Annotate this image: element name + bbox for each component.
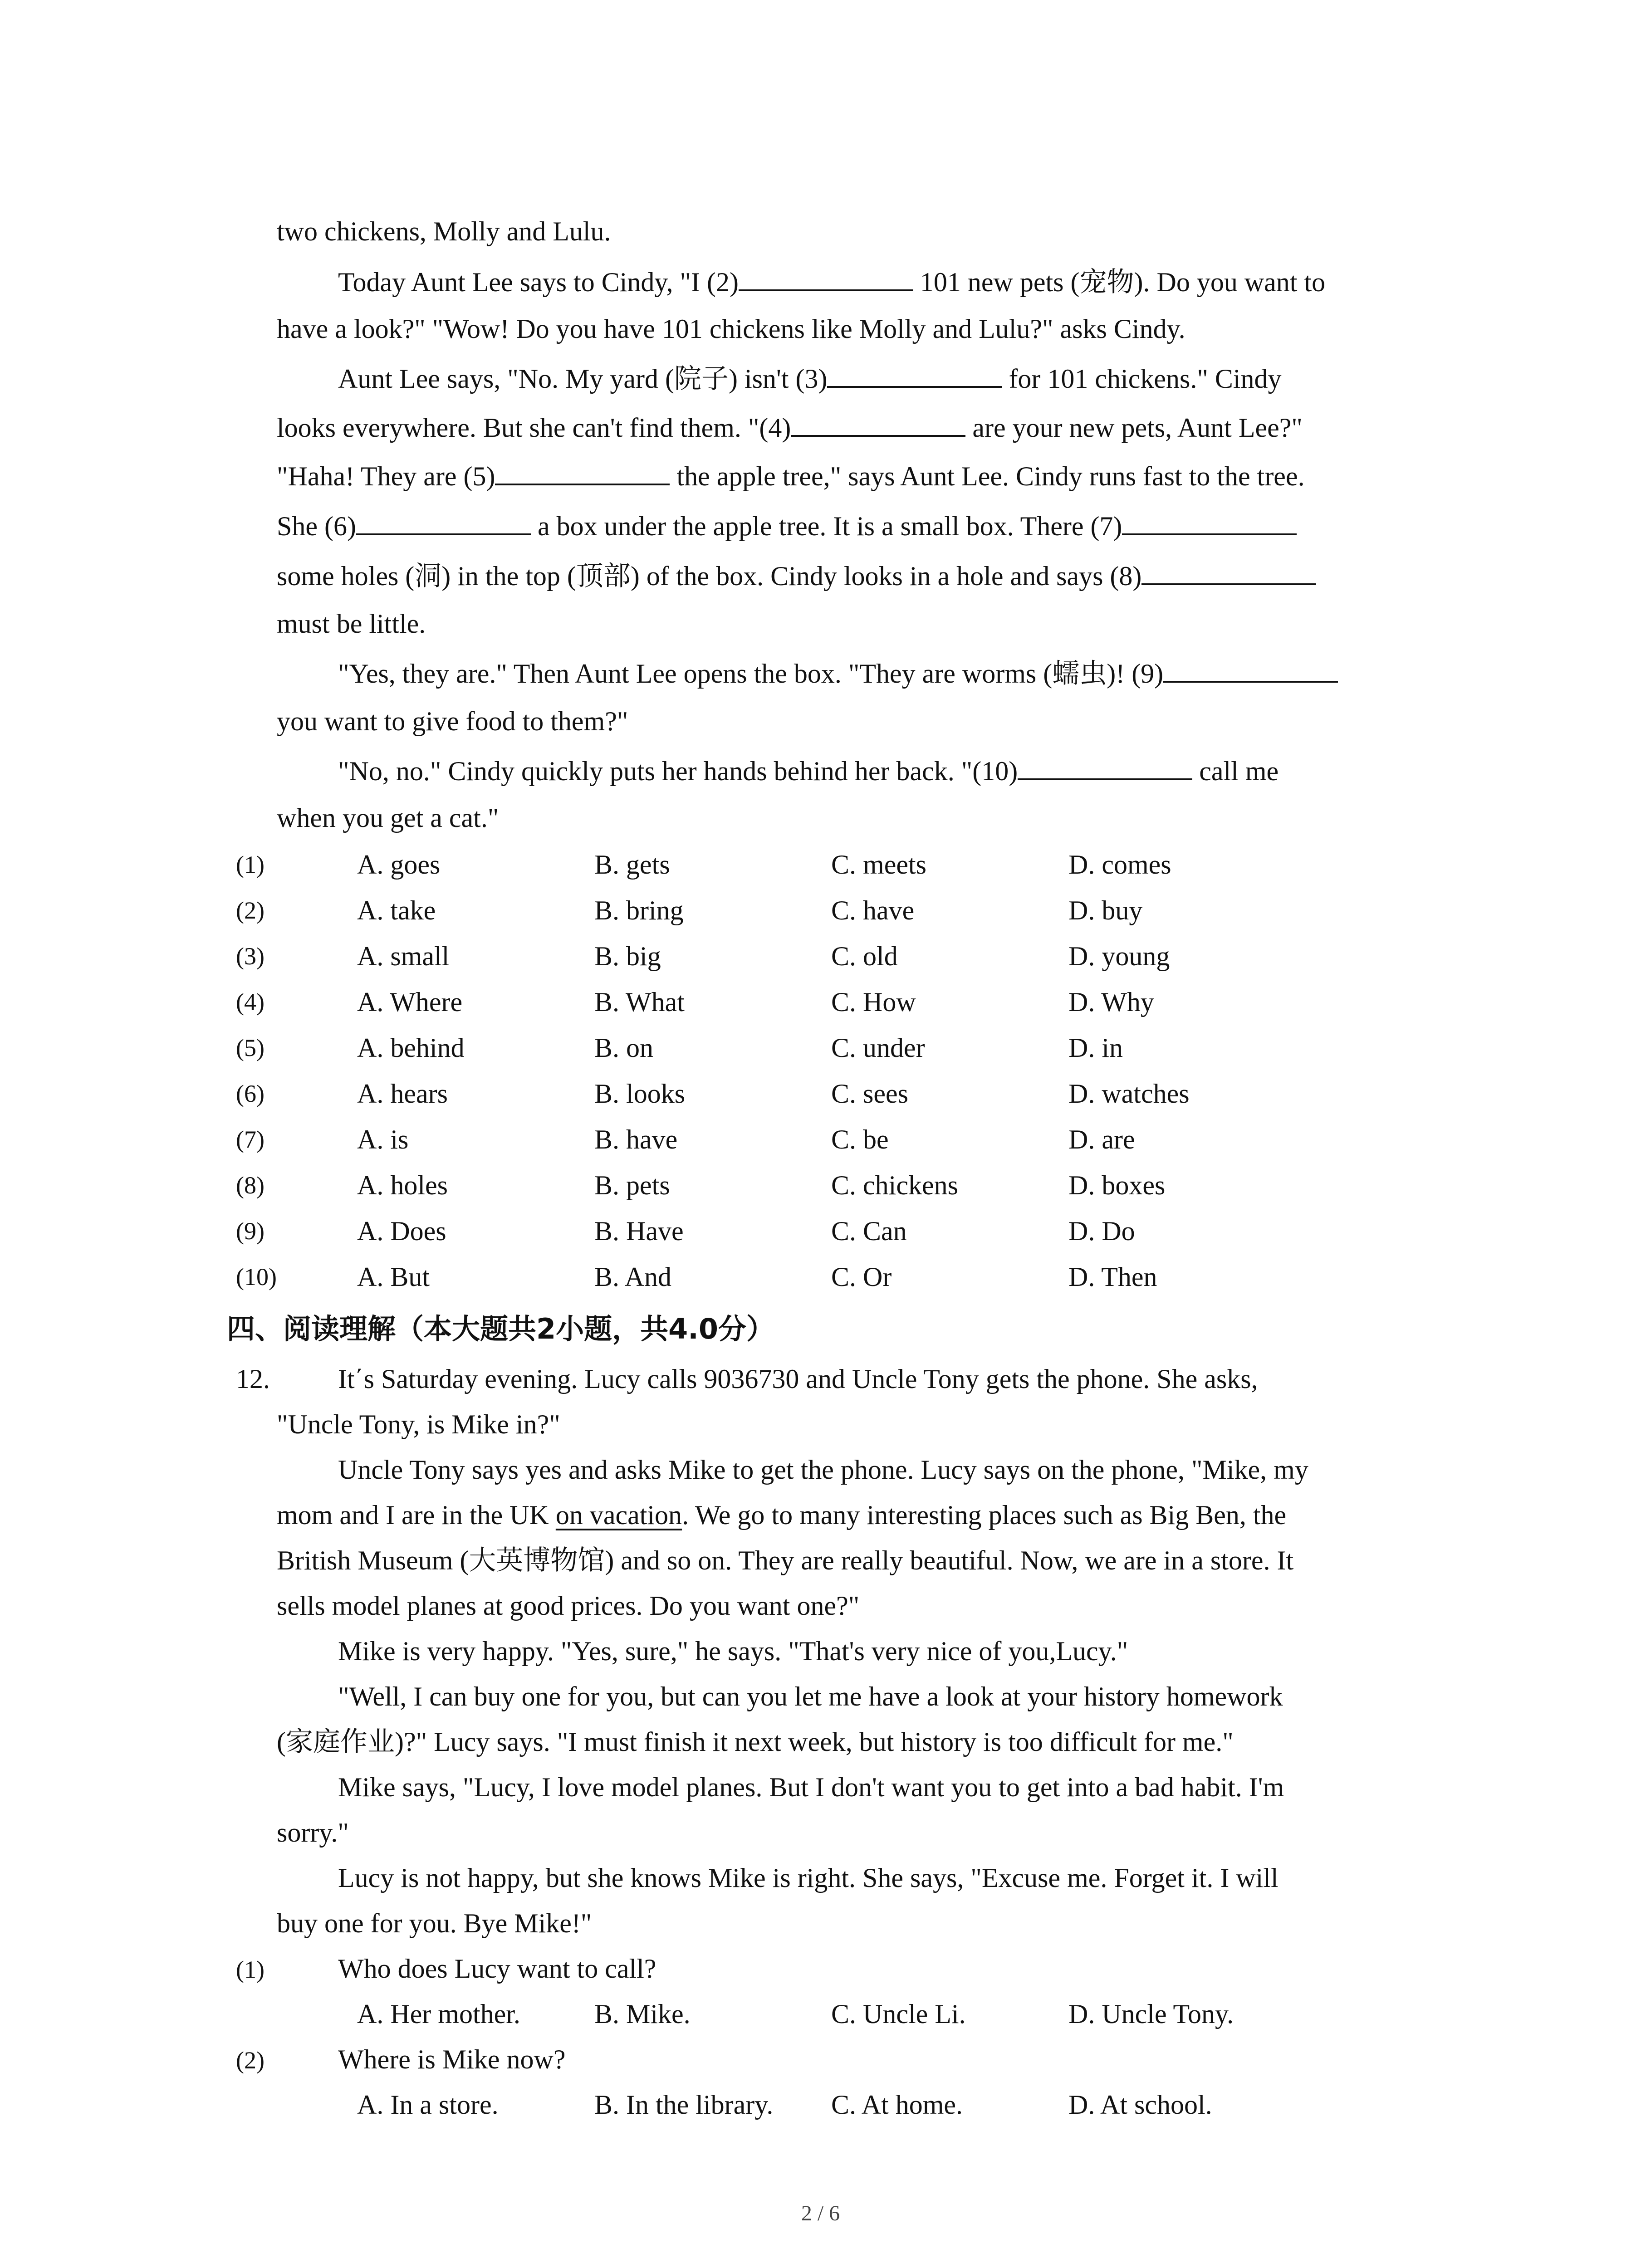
text-run: British Museum (大英博物馆) and so on. They are really beautiful. Now, we are in a store. It	[277, 1545, 1294, 1575]
passage-line	[338, 356, 1436, 401]
option-b[interactable]: B. In the library.	[594, 2090, 774, 2120]
option-a[interactable]: A. Where	[357, 987, 463, 1017]
option-c[interactable]: C. Or	[831, 1262, 892, 1292]
reading-line	[338, 1674, 1436, 1719]
reading-line	[277, 1538, 1438, 1583]
text-run: Mike says, "Lucy, I love model planes. But I don't want you to get into a bad habit. I'm	[338, 1772, 1284, 1802]
text-run: Today Aunt Lee says to Cindy, "I (2)	[338, 267, 739, 297]
answer-blank[interactable]	[1141, 558, 1316, 585]
sub-question-text: Who does Lucy want to call?	[338, 1954, 656, 1984]
option-row	[236, 842, 1461, 888]
sub-question-options	[236, 2082, 1461, 2128]
question-number: 12.	[236, 1364, 270, 1394]
reading-line	[277, 1901, 1438, 1946]
text-run: when you get a cat."	[277, 803, 499, 833]
option-c[interactable]: C. have	[831, 895, 915, 925]
option-c[interactable]: C. How	[831, 987, 916, 1017]
option-a[interactable]: A. take	[357, 895, 436, 925]
page-number: 2 / 6	[801, 2201, 840, 2225]
passage-line	[277, 454, 1438, 499]
option-row	[236, 1071, 1461, 1117]
option-a[interactable]: A. holes	[357, 1170, 448, 1200]
passage-line	[277, 503, 1438, 549]
option-c[interactable]: C. Uncle Li.	[831, 1999, 966, 2029]
text-run: "Haha! They are (5)	[277, 461, 495, 491]
text-run: looks everywhere. But she can't find them. "(4)	[277, 413, 791, 443]
answer-blank[interactable]	[495, 458, 670, 485]
option-c[interactable]: C. chickens	[831, 1170, 958, 1200]
answer-blank[interactable]	[739, 264, 913, 291]
passage-line	[277, 405, 1438, 450]
option-c[interactable]: C. sees	[831, 1079, 908, 1109]
text-run: you want to give food to them?"	[277, 706, 628, 736]
answer-blank[interactable]	[1163, 655, 1338, 683]
text-run: sells model planes at good prices. Do you want one?"	[277, 1591, 860, 1621]
option-d[interactable]: D. Then	[1068, 1262, 1157, 1292]
option-b[interactable]: B. looks	[594, 1079, 686, 1109]
underlined-phrase: on vacation	[555, 1500, 682, 1530]
reading-line	[277, 1719, 1438, 1765]
passage-line	[277, 795, 1438, 841]
option-number: (10)	[236, 1263, 277, 1290]
option-c[interactable]: C. meets	[831, 850, 926, 880]
option-a[interactable]: A. Her mother.	[357, 1999, 520, 2029]
reading-line	[277, 1402, 1438, 1447]
reading-line	[277, 1492, 1438, 1538]
text-run: It΄s Saturday evening. Lucy calls 9036730 and Uncle Tony gets the phone. She asks,	[338, 1364, 1258, 1394]
text-run: mom and I are in the UK	[277, 1500, 556, 1530]
option-c[interactable]: C. under	[831, 1033, 925, 1063]
option-a[interactable]: A. behind	[357, 1033, 465, 1063]
option-row	[236, 979, 1461, 1025]
reading-line	[338, 1356, 1436, 1402]
text-run: Uncle Tony says yes and asks Mike to get the phone. Lucy says on the phone, "Mike, my	[338, 1455, 1308, 1485]
option-c[interactable]: C. Can	[831, 1216, 907, 1246]
sub-question-options	[236, 1991, 1461, 2037]
option-d[interactable]: D. Do	[1068, 1216, 1135, 1246]
option-row	[236, 888, 1461, 934]
text-run: a box under the apple tree. It is a small box. There (7)	[530, 511, 1122, 541]
option-row	[236, 1117, 1461, 1163]
option-row	[236, 934, 1461, 979]
option-d[interactable]: D. boxes	[1068, 1170, 1166, 1200]
text-run: some holes (洞) in the top (顶部) of the box. Cindy looks in a hole and says (8)	[277, 561, 1142, 591]
sub-question-number: (2)	[236, 2047, 265, 2074]
option-c[interactable]: C. At home.	[831, 2090, 963, 2120]
option-number: (6)	[236, 1080, 265, 1107]
reading-line	[338, 1855, 1436, 1901]
text-run: Aunt Lee says, "No. My yard (院子) isn't (3)	[338, 364, 828, 394]
option-d[interactable]: D. buy	[1068, 895, 1143, 925]
text-run: "Well, I can buy one for you, but can you let me have a look at your history homework	[338, 1681, 1283, 1711]
reading-line	[277, 1583, 1438, 1628]
text-run: "No, no." Cindy quickly puts her hands behind her back. "(10)	[338, 756, 1018, 786]
passage-line	[277, 601, 1438, 646]
text-run: buy one for you. Bye Mike!"	[277, 1908, 592, 1938]
option-number: (8)	[236, 1172, 265, 1199]
answer-blank[interactable]	[827, 361, 1002, 388]
text-run: for 101 chickens." Cindy	[1002, 364, 1282, 394]
passage-line	[277, 553, 1438, 599]
sub-question-number: (1)	[236, 1956, 265, 1983]
text-run: . We go to many interesting places such as Big Ben, the	[682, 1500, 1287, 1530]
reading-line	[338, 1447, 1436, 1492]
text-run: "Uncle Tony, is Mike in?"	[277, 1409, 560, 1439]
option-d[interactable]: D. are	[1068, 1124, 1135, 1154]
option-d[interactable]: D. watches	[1068, 1079, 1190, 1109]
answer-blank[interactable]	[1018, 753, 1192, 780]
option-b[interactable]: B. have	[594, 1124, 678, 1154]
text-run: She (6)	[277, 511, 356, 541]
text-run: must be little.	[277, 609, 426, 639]
text-run: have a look?" "Wow! Do you have 101 chickens like Molly and Lulu?" asks Cindy.	[277, 314, 1185, 344]
option-row	[236, 1991, 1461, 2037]
reading-line	[277, 1810, 1438, 1855]
text-run: call me	[1192, 756, 1279, 786]
passage-line	[277, 306, 1438, 352]
text-run: are your new pets, Aunt Lee?"	[965, 413, 1303, 443]
option-a[interactable]: A. goes	[357, 850, 441, 880]
option-c[interactable]: C. be	[831, 1124, 889, 1154]
option-d[interactable]: D. young	[1068, 941, 1170, 971]
passage-line	[277, 209, 1438, 254]
option-row	[236, 1025, 1461, 1071]
text-run: "Yes, they are." Then Aunt Lee opens the box. "They are worms (蠕虫)! (9)	[338, 659, 1164, 689]
answer-blank[interactable]	[356, 508, 531, 535]
text-run: (家庭作业)?" Lucy says. "I must finish it next week, but history is too difficult for me."	[277, 1727, 1234, 1757]
text-run: sorry."	[277, 1818, 349, 1848]
option-row	[236, 1208, 1461, 1254]
option-d[interactable]: D. comes	[1068, 850, 1171, 880]
option-b[interactable]: B. pets	[594, 1170, 670, 1200]
option-number: (7)	[236, 1126, 265, 1153]
option-b[interactable]: B. Mike.	[594, 1999, 691, 2029]
option-b[interactable]: B. big	[594, 941, 661, 971]
option-b[interactable]: B. on	[594, 1033, 654, 1063]
option-number: (1)	[236, 851, 265, 878]
answer-blank[interactable]	[791, 410, 965, 437]
option-a[interactable]: A. small	[357, 941, 450, 971]
option-b[interactable]: B. bring	[594, 895, 684, 925]
option-d[interactable]: D. Why	[1068, 987, 1154, 1017]
sub-question	[236, 2037, 566, 2083]
option-row	[236, 1254, 1461, 1300]
option-d[interactable]: D. Uncle Tony.	[1068, 1999, 1234, 2029]
option-b[interactable]: B. What	[594, 987, 685, 1017]
option-d[interactable]: D. in	[1068, 1033, 1123, 1063]
option-c[interactable]: C. old	[831, 941, 898, 971]
text-run: 101 new pets (宠物). Do you want to	[913, 267, 1326, 297]
text-run: Mike is very happy. "Yes, sure," he says. "That's very nice of you,Lucy."	[338, 1636, 1128, 1666]
option-a[interactable]: A. hears	[357, 1079, 448, 1109]
option-b[interactable]: B. Have	[594, 1216, 684, 1246]
passage-line	[338, 259, 1436, 305]
option-a[interactable]: A. But	[357, 1262, 430, 1292]
option-a[interactable]: A. is	[357, 1124, 409, 1154]
text-run: the apple tree," says Aunt Lee. Cindy runs fast to the tree.	[670, 461, 1305, 491]
option-a[interactable]: A. In a store.	[357, 2090, 499, 2120]
option-b[interactable]: B. And	[594, 1262, 672, 1292]
text-run: two chickens, Molly and Lulu.	[277, 216, 611, 246]
option-d[interactable]: D. At school.	[1068, 2090, 1212, 2120]
answer-blank[interactable]	[1122, 508, 1297, 535]
passage-line	[277, 699, 1438, 744]
reading-line	[338, 1628, 1436, 1674]
cloze-options	[236, 842, 1461, 1300]
option-number: (9)	[236, 1217, 265, 1245]
section-title: 四、阅读理解（本大题共2小题，共4.0分）	[227, 1312, 774, 1345]
option-b[interactable]: B. gets	[594, 850, 670, 880]
option-number: (2)	[236, 897, 265, 924]
option-number: (5)	[236, 1034, 265, 1061]
option-row	[236, 1163, 1461, 1208]
sub-question	[236, 1946, 656, 1992]
sub-question-text: Where is Mike now?	[338, 2044, 566, 2074]
option-number: (4)	[236, 988, 265, 1016]
passage-line	[338, 748, 1436, 794]
passage-line	[338, 651, 1436, 696]
option-a[interactable]: A. Does	[357, 1216, 446, 1246]
text-run: Lucy is not happy, but she knows Mike is right. She says, "Excuse me. Forget it. I will	[338, 1863, 1279, 1893]
option-row	[236, 2082, 1461, 2128]
reading-line	[338, 1765, 1436, 1810]
option-number: (3)	[236, 943, 265, 970]
